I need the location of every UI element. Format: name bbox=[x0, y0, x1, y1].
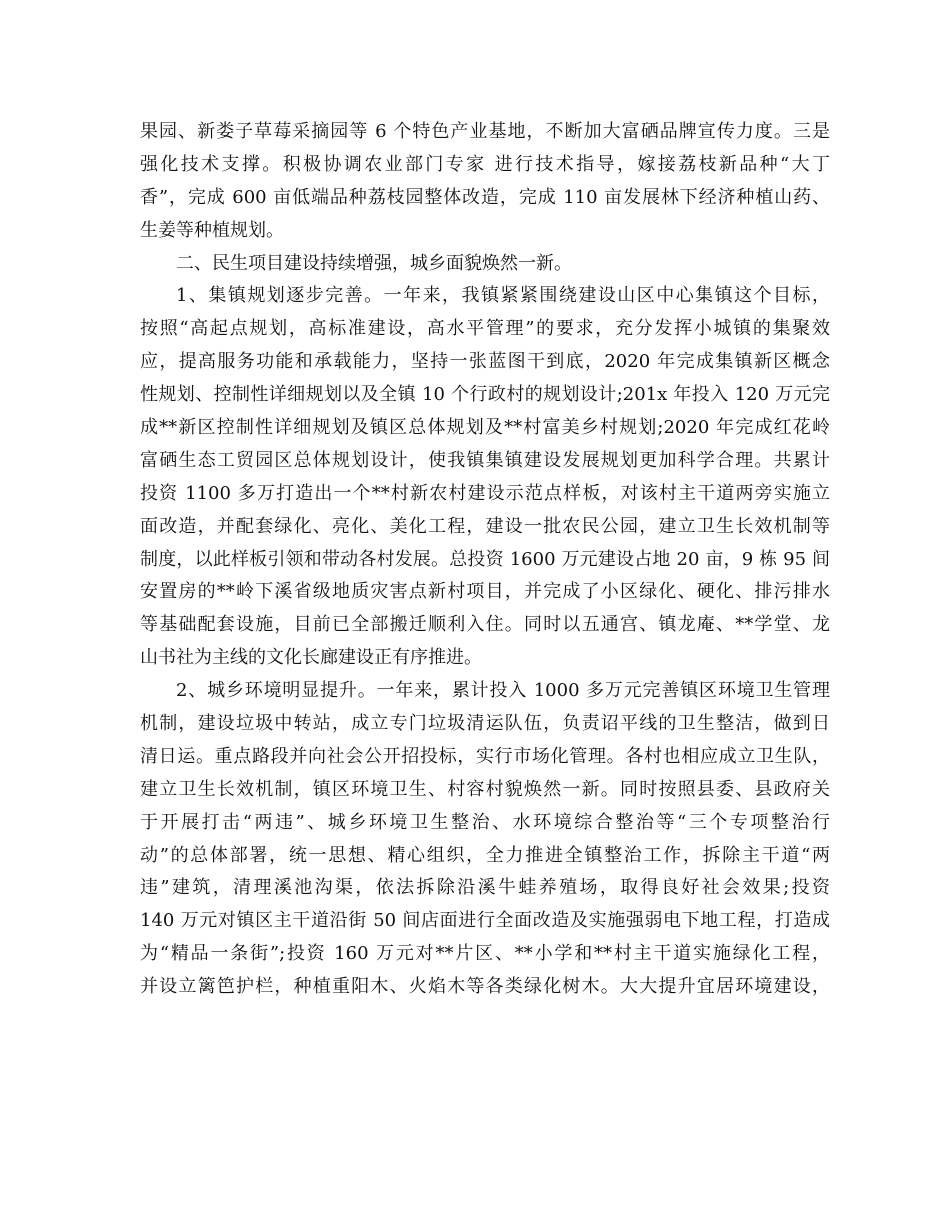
text-line: 等基础配套设施，目前已全部搬迁顺利入住。同时以五通宫、镇龙庵、**学堂、龙 bbox=[140, 614, 830, 636]
text-line: 富硒生态工贸园区总体规划设计，使我镇集镇建设发展规划更加科学合理。共累计 bbox=[140, 449, 830, 471]
text-line: 安置房的**岭下溪省级地质灾害点新村项目，并完成了小区绿化、硬化、排污排水 bbox=[140, 581, 830, 603]
text-line: 香”，完成 600 亩低端品种荔枝园整体改造，完成 110 亩发展林下经济种植山药、 bbox=[140, 186, 830, 208]
text-line: 应，提高服务功能和承载能力，坚持一张蓝图干到底，2020 年完成集镇新区概念 bbox=[140, 351, 830, 373]
text-line: 成**新区控制性详细规划及镇区总体规划及**村富美乡村规划;2020 年完成红花岭 bbox=[140, 417, 830, 439]
text-line: 性规划、控制性详细规划以及全镇 10 个行政村的规划设计;201x 年投入 120 万元完 bbox=[140, 384, 830, 406]
text-line: 建立卫生长效机制，镇区环境卫生、村容村貌焕然一新。同时按照县委、县政府关 bbox=[140, 778, 830, 800]
text-line: 并设立篱笆护栏，种植重阳木、火焰木等各类绿化树木。大大提升宜居环境建设， bbox=[140, 976, 830, 998]
text-line: 动”的总体部署，统一思想、精心组织，全力推进全镇整治工作，拆除主干道“两 bbox=[140, 844, 830, 866]
text-line: 机制，建设垃圾中转站，成立专门垃圾清运队伍，负责诏平线的卫生整洁，做到日 bbox=[140, 713, 830, 735]
section-heading: 二、民生项目建设持续增强，城乡面貌焕然一新。 bbox=[176, 252, 572, 274]
text-line: 山书社为主线的文化长廊建设正有序推进。 bbox=[140, 647, 482, 669]
text-line: 1、集镇规划逐步完善。一年来，我镇紧紧围绕建设山区中心集镇这个目标， bbox=[176, 285, 830, 307]
text-line: 2、城乡环境明显提升。一年来，累计投入 1000 多万元完善镇区环境卫生管理 bbox=[176, 680, 830, 702]
text-line: 140 万元对镇区主干道沿街 50 间店面进行全面改造及实施强弱电下地工程，打造成 bbox=[140, 910, 830, 932]
text-line: 投资 1100 多万打造出一个**村新农村建设示范点样板，对该村主干道两旁实施立 bbox=[140, 482, 830, 504]
text-line: 清日运。重点路段并向社会公开招投标，实行市场化管理。各村也相应成立卫生队， bbox=[140, 745, 830, 767]
text-line: 面改造，并配套绿化、亮化、美化工程，建设一批农民公园，建立卫生长效机制等 bbox=[140, 515, 830, 537]
text-line: 制度，以此样板引领和带动各村发展。总投资 1600 万元建设占地 20 亩，9 栋 95 间 bbox=[140, 548, 830, 570]
text-line: 为“精品一条街”;投资 160 万元对**片区、**小学和**村主干道实施绿化工程， bbox=[140, 943, 830, 965]
text-line: 按照“高起点规划，高标准建设，高水平管理”的要求，充分发挥小城镇的集聚效 bbox=[140, 318, 830, 340]
text-line: 违”建筑，清理溪池沟渠，依法拆除沿溪牛蛙养殖场，取得良好社会效果;投资 bbox=[140, 877, 830, 899]
text-line: 强化技术支撑。积极协调农业部门专家 进行技术指导，嫁接荔枝新品种“大丁 bbox=[140, 153, 830, 175]
document-body bbox=[140, 116, 830, 1004]
text-line: 果园、新娄子草莓采摘园等 6 个特色产业基地，不断加大富硒品牌宣传力度。三是 bbox=[140, 121, 830, 142]
text-line: 于开展打击“两违”、城乡环境卫生整治、水环境综合整治等“三个专项整治行 bbox=[140, 811, 830, 833]
text-line: 生姜等种植规划。 bbox=[140, 219, 284, 241]
